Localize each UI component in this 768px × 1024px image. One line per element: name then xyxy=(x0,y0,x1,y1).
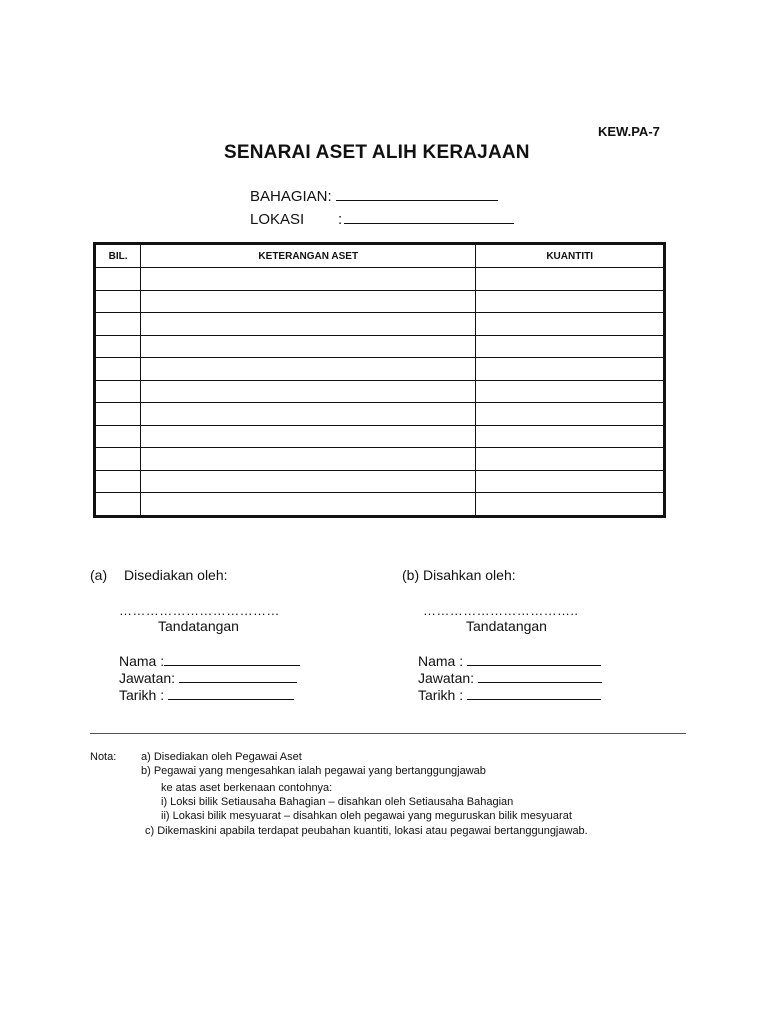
approved-by-jawatan-row xyxy=(418,669,602,686)
lokasi-colon: : xyxy=(338,211,343,228)
approved-by-jawatan-field[interactable] xyxy=(478,669,602,683)
prepared-by-nama-label: Nama : xyxy=(119,653,165,669)
bil-cell[interactable] xyxy=(95,425,141,448)
asset-table xyxy=(93,242,666,518)
table-body xyxy=(95,268,665,517)
lokasi-field[interactable] xyxy=(344,209,514,224)
approved-by-jawatan-label: Jawatan: xyxy=(418,670,475,686)
prepared-by-jawatan-label: Jawatan: xyxy=(119,670,176,686)
keterangan-cell[interactable] xyxy=(141,358,476,381)
approved-by-nama-label: Nama : xyxy=(418,653,464,669)
table-row xyxy=(95,448,665,471)
kuantiti-cell[interactable] xyxy=(476,448,665,471)
table-row xyxy=(95,335,665,358)
section-divider xyxy=(90,733,686,734)
bil-cell[interactable] xyxy=(95,358,141,381)
bil-cell[interactable] xyxy=(95,403,141,426)
bil-cell[interactable] xyxy=(95,448,141,471)
table-row xyxy=(95,403,665,426)
bil-cell[interactable] xyxy=(95,290,141,313)
approved-by-tarikh-field[interactable] xyxy=(467,686,601,700)
keterangan-cell[interactable] xyxy=(141,290,476,313)
keterangan-cell[interactable] xyxy=(141,335,476,358)
note-b: b) Pegawai yang mengesahkan ialah pegawai yang bertanggungjawab xyxy=(141,765,486,777)
keterangan-cell[interactable] xyxy=(141,470,476,493)
approved-by-signature-label: Tandatangan xyxy=(466,618,547,634)
bil-cell[interactable] xyxy=(95,493,141,517)
approved-by-nama-row xyxy=(418,652,601,669)
kuantiti-cell[interactable] xyxy=(476,358,665,381)
table-row xyxy=(95,313,665,336)
prepared-by-jawatan-row xyxy=(119,669,297,686)
table-row xyxy=(95,470,665,493)
note-b-example-i: i) Loksi bilik Setiausaha Bahagian – disahkan oleh Setiausaha Bahagian xyxy=(161,796,514,808)
page-title: SENARAI ASET ALIH KERAJAAN xyxy=(224,142,530,163)
approved-by-nama-field[interactable] xyxy=(467,652,601,666)
table-header-row xyxy=(95,244,665,268)
prepared-by-title: Disediakan oleh: xyxy=(124,567,228,583)
column-header-keterangan: KETERANGAN ASET xyxy=(141,244,476,268)
kuantiti-cell[interactable] xyxy=(476,470,665,493)
table-row xyxy=(95,290,665,313)
approved-by-title: (b) Disahkan oleh: xyxy=(402,567,516,583)
note-b-continued: ke atas aset berkenaan contohnya: xyxy=(161,782,333,794)
note-a: a) Disediakan oleh Pegawai Aset xyxy=(141,751,302,763)
table-row xyxy=(95,268,665,291)
keterangan-cell[interactable] xyxy=(141,313,476,336)
bil-cell[interactable] xyxy=(95,335,141,358)
bil-cell[interactable] xyxy=(95,313,141,336)
approved-by-tarikh-label: Tarikh : xyxy=(418,687,464,703)
bahagian-row xyxy=(250,186,498,205)
prepared-by-signature-line[interactable]: ……………………………… xyxy=(119,603,280,618)
prepared-by-nama-row xyxy=(119,652,300,669)
lokasi-label: LOKASI xyxy=(250,211,305,228)
keterangan-cell[interactable] xyxy=(141,493,476,517)
keterangan-cell[interactable] xyxy=(141,403,476,426)
kuantiti-cell[interactable] xyxy=(476,268,665,291)
form-code: KEW.PA-7 xyxy=(598,124,660,139)
kuantiti-cell[interactable] xyxy=(476,313,665,336)
keterangan-cell[interactable] xyxy=(141,380,476,403)
prepared-by-tarikh-label: Tarikh : xyxy=(119,687,165,703)
prepared-by-tarikh-row xyxy=(119,686,294,703)
bil-cell[interactable] xyxy=(95,470,141,493)
kuantiti-cell[interactable] xyxy=(476,290,665,313)
bahagian-field[interactable] xyxy=(336,186,498,201)
prepared-by-marker: (a) xyxy=(90,567,108,583)
table-row xyxy=(95,493,665,517)
keterangan-cell[interactable] xyxy=(141,448,476,471)
table-row xyxy=(95,380,665,403)
prepared-by-jawatan-field[interactable] xyxy=(179,669,297,683)
kuantiti-cell[interactable] xyxy=(476,380,665,403)
keterangan-cell[interactable] xyxy=(141,268,476,291)
kuantiti-cell[interactable] xyxy=(476,493,665,517)
note-b-example-ii: ii) Lokasi bilik mesyuarat – disahkan oleh pegawai yang meguruskan bilik mesyuarat xyxy=(161,810,572,822)
notes-label: Nota: xyxy=(90,751,117,763)
prepared-by-signature-label: Tandatangan xyxy=(158,618,239,634)
bahagian-label: BAHAGIAN: xyxy=(250,188,332,205)
note-c: c) Dikemaskini apabila terdapat peubahan kuantiti, lokasi atau pegawai bertanggungjawab. xyxy=(145,825,588,837)
lokasi-row xyxy=(250,209,514,228)
approved-by-tarikh-row xyxy=(418,686,601,703)
kuantiti-cell[interactable] xyxy=(476,335,665,358)
bil-cell[interactable] xyxy=(95,268,141,291)
column-header-kuantiti: KUANTITI xyxy=(476,244,665,268)
kuantiti-cell[interactable] xyxy=(476,425,665,448)
table-row xyxy=(95,358,665,381)
bil-cell[interactable] xyxy=(95,380,141,403)
table-row xyxy=(95,425,665,448)
approved-by-signature-line[interactable]: …………………………….. xyxy=(423,603,579,618)
prepared-by-nama-field[interactable] xyxy=(164,652,300,666)
keterangan-cell[interactable] xyxy=(141,425,476,448)
prepared-by-tarikh-field[interactable] xyxy=(168,686,294,700)
column-header-bil: BIL. xyxy=(95,244,141,268)
kuantiti-cell[interactable] xyxy=(476,403,665,426)
